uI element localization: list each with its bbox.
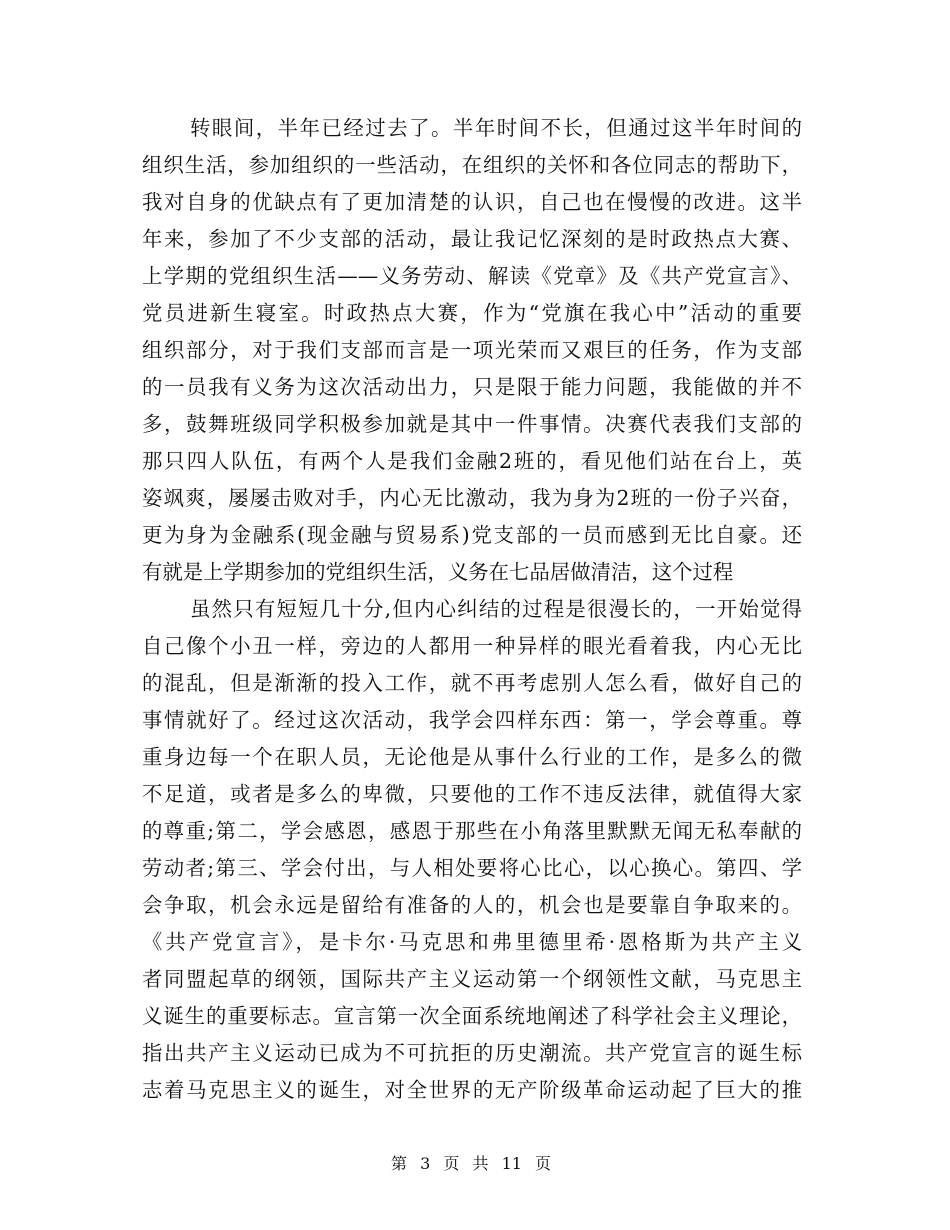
text-line: 组织生活，参加组织的一些活动，在组织的关怀和各位同志的帮助下， (142, 153, 802, 177)
text-line: 不足道，或者是多么的卑微，只要他的工作不违反法律，就值得大家 (142, 782, 802, 806)
text-line: 我对自身的优缺点有了更加清楚的认识，自己也在慢慢的改进。这半 (142, 190, 802, 214)
text-line: 事情就好了。经过这次活动，我学会四样东西：第一，学会尊重。尊 (142, 708, 802, 732)
footer-page-label: 页 (443, 1154, 460, 1173)
text-line: 重身边每一个在职人员，无论他是从事什么行业的工作，是多么的微 (142, 745, 802, 769)
text-line: 多，鼓舞班级同学积极参加就是其中一件事情。决赛代表我们支部的 (142, 412, 802, 436)
footer-suffix: 页 (535, 1154, 552, 1173)
footer-total-label: 共 (472, 1154, 489, 1173)
text-line: 劳动者;第三、学会付出，与人相处要将心比心，以心换心。第四、学 (142, 856, 802, 880)
text-line: 自己像个小丑一样，旁边的人都用一种异样的眼光看着我，内心无比 (142, 634, 802, 658)
paragraph-1 (142, 110, 802, 591)
text-line: 的尊重;第二，学会感恩，感恩于那些在小角落里默默无闻无私奉献的 (142, 819, 802, 843)
text-line: 有就是上学期参加的党组织生活，义务在七品居做清洁，这个过程 (142, 560, 734, 584)
text-line: 的一员我有义务为这次活动出力，只是限于能力问题，我能做的并不 (142, 375, 802, 399)
text-line: 年来，参加了不少支部的活动，最让我记忆深刻的是时政热点大赛、 (142, 227, 802, 251)
text-line: 志着马克思主义的诞生，对全世界的无产阶级革命运动起了巨大的推 (142, 1078, 802, 1102)
text-line: 虽然只有短短几十分,但内心纠结的过程是很漫长的，一开始觉得 (190, 597, 802, 621)
page-footer (0, 1152, 950, 1176)
text-line: 指出共产主义运动已成为不可抗拒的历史潮流。共产党宣言的诞生标 (142, 1041, 802, 1065)
footer-prefix: 第 (390, 1154, 407, 1173)
text-line: 义诞生的重要标志。宣言第一次全面系统地阐述了科学社会主义理论， (142, 1004, 802, 1028)
text-line: 党员进新生寝室。时政热点大赛，作为“党旗在我心中”活动的重要 (142, 301, 802, 325)
text-line: 姿飒爽，屡屡击败对手，内心无比激动，我为身为2班的一份子兴奋， (142, 486, 802, 510)
total-pages-number: 11 (501, 1154, 522, 1173)
text-line: 者同盟起草的纲领，国际共产主义运动第一个纲领性文献，马克思主 (142, 967, 802, 991)
text-line: 的混乱，但是渐渐的投入工作，就不再考虑别人怎么看，做好自己的 (142, 671, 802, 695)
paragraph-2 (142, 591, 802, 1109)
text-line: 上学期的党组织生活——义务劳动、解读《党章》及《共产党宣言》、 (142, 264, 803, 288)
current-page-number: 3 (420, 1154, 431, 1173)
text-line: 更为身为金融系(现金融与贸易系)党支部的一员而感到无比自豪。还 (142, 523, 802, 547)
text-line: 转眼间，半年已经过去了。半年时间不长，但通过这半年时间的 (190, 116, 802, 140)
text-line: 会争取，机会永远是留给有准备的人的，机会也是要靠自争取来的。 (142, 893, 802, 917)
text-line: 《共产党宣言》，是卡尔·马克思和弗里德里希·恩格斯为共产主义 (142, 930, 802, 954)
document-body (142, 110, 802, 1109)
text-line: 那只四人队伍，有两个人是我们金融2班的，看见他们站在台上，英 (142, 449, 802, 473)
text-line: 组织部分，对于我们支部而言是一项光荣而又艰巨的任务，作为支部 (142, 338, 802, 362)
